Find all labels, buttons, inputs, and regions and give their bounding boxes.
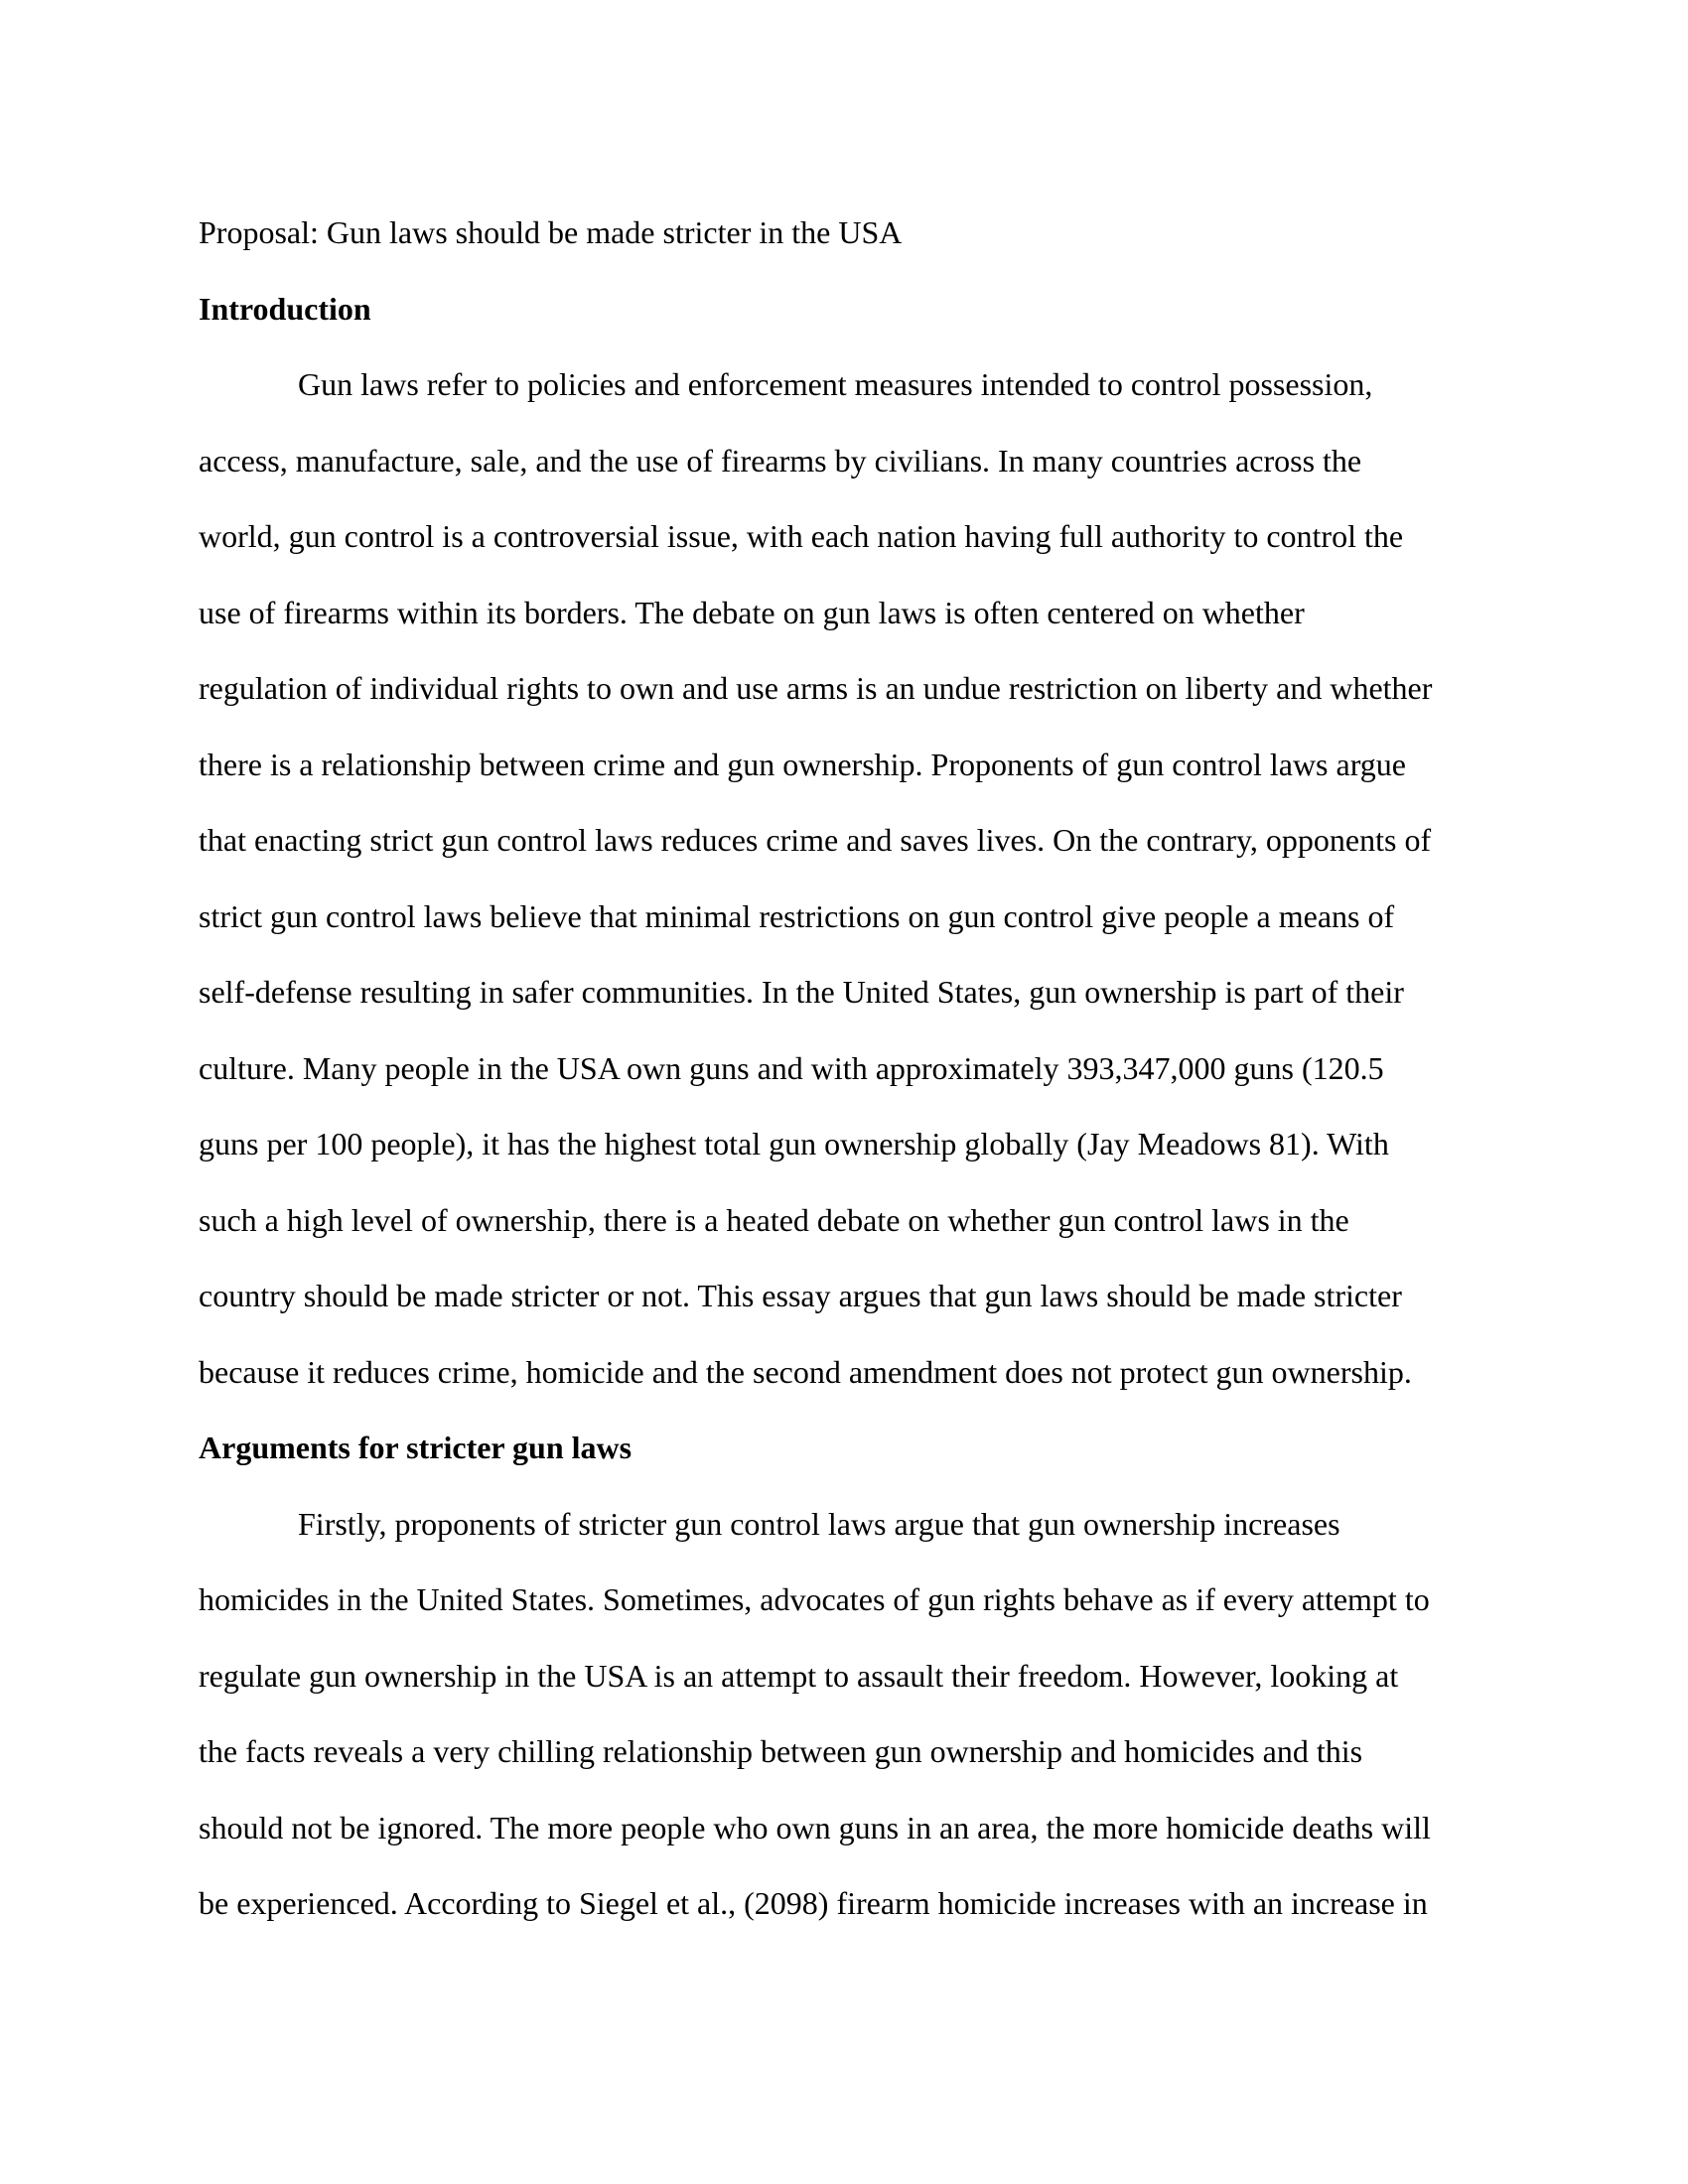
text-line: be experienced. According to Siegel et al., (2098) firearm homicide increases with an increase in [199, 1885, 1428, 1921]
text-line: country should be made stricter or not. This essay argues that gun laws should be made stricter [199, 1278, 1402, 1313]
section-heading-introduction: Introduction [199, 290, 371, 327]
text-line: Gun laws refer to policies and enforcement measures intended to control possession, [298, 366, 1373, 402]
text-line: regulate gun ownership in the USA is an attempt to assault their freedom. However, looking at [199, 1657, 1399, 1694]
section-heading-arguments: Arguments for stricter gun laws [199, 1430, 633, 1465]
text-line: should not be ignored. The more people who own guns in an area, the more homicide deaths will [199, 1809, 1431, 1845]
text-line: guns per 100 people), it has the highest total gun ownership globally (Jay Meadows 81). With [199, 1126, 1389, 1161]
text-line: access, manufacture, sale, and the use of firearms by civilians. In many countries across the [199, 442, 1362, 478]
text-line: self-defense resulting in safer communities. In the United States, gun ownership is part of their [199, 974, 1404, 1010]
text-line: use of firearms within its borders. The debate on gun laws is often centered on whether [199, 594, 1305, 630]
paragraph-arguments [199, 1486, 1489, 1942]
document-body [199, 195, 1489, 1942]
text-line: such a high level of ownership, there is a heated debate on whether gun control laws in the [199, 1201, 1349, 1238]
text-line: world, gun control is a controversial issue, with each nation having full authority to control the [199, 518, 1404, 554]
text-line: homicides in the United States. Sometimes, advocates of gun rights behave as if every attempt to [199, 1581, 1430, 1617]
text-line: strict gun control laws believe that minimal restrictions on gun control give people a means of [199, 897, 1395, 934]
text-line: there is a relationship between crime and gun ownership. Proponents of gun control laws argue [199, 746, 1406, 782]
text-line: regulation of individual rights to own and use arms is an undue restriction on liberty and whether [199, 670, 1433, 706]
text-line: Firstly, proponents of stricter gun control laws argue that gun ownership increases [298, 1505, 1340, 1542]
text-line: because it reduces crime, homicide and the second amendment does not protect gun ownership. [199, 1353, 1412, 1390]
text-line: the facts reveals a very chilling relationship between gun ownership and homicides and this [199, 1733, 1363, 1769]
text-line: culture. Many people in the USA own guns and with approximately 393,347,000 guns (120.5 [199, 1049, 1384, 1086]
text-line: that enacting strict gun control laws reduces crime and saves lives. On the contrary, opponents of [199, 822, 1432, 858]
document-title: Proposal: Gun laws should be made stricter in the USA [199, 214, 903, 250]
paragraph-introduction [199, 346, 1489, 1410]
